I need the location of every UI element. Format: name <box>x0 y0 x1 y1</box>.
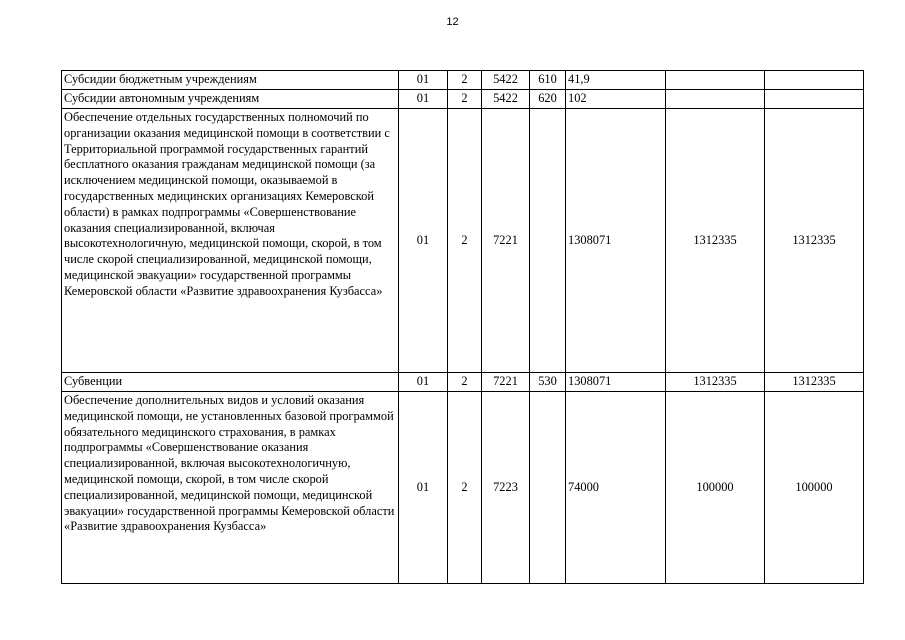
table-row <box>62 392 864 584</box>
target-code-cell: 7221 <box>482 109 530 373</box>
section-code-cell: 01 <box>399 109 448 373</box>
expense-code-cell: 610 <box>530 71 566 90</box>
section-code-cell: 01 <box>399 71 448 90</box>
sum-year2-cell: 1312335 <box>666 109 765 373</box>
sum-year3-cell <box>765 90 864 109</box>
target-code-cell: 7223 <box>482 392 530 584</box>
target-code-cell: 5422 <box>482 71 530 90</box>
expense-code-cell <box>530 109 566 373</box>
target-code-cell: 7221 <box>482 373 530 392</box>
sum-year3-cell: 1312335 <box>765 109 864 373</box>
sum-year2-cell <box>666 90 765 109</box>
subsection-code-cell: 2 <box>448 373 482 392</box>
row-name-cell: Обеспечение дополнительных видов и условий оказания медицинской помощи, не установленных базовой программой обязательного медицинского страхования, в рамках подпрограммы «Совершенствование оказания специализированной, включая высокотехнологичную, медицинской помощи, скорой, в том числе скорой специализированной, медицинской помощи, медицинской эвакуации» государственной программы Кемеровской области «Развитие здравоохранения Кузбасса» <box>62 392 399 584</box>
row-name-cell: Обеспечение отдельных государственных полномочий по организации оказания медицинской помощи в соответствии с Территориальной программой государственных гарантий бесплатного оказания гражданам медицинской помощи (за исключением медицинской помощи, оказываемой в государственных медицинских организациях Кемеровской области) в рамках подпрограммы «Совершенствование оказания специализированной, включая высокотехнологичную, медицинской помощи, скорой, в том числе скорой специализированной, медицинской помощи, медицинской эвакуации» государственной программы Кемеровской области «Развитие здравоохранения Кузбасса» <box>62 109 399 373</box>
expense-code-cell: 620 <box>530 90 566 109</box>
sum-year1-cell: 1308071 <box>566 109 666 373</box>
sum-year1-cell: 41,9 <box>566 71 666 90</box>
expense-code-cell <box>530 392 566 584</box>
table-row <box>62 71 864 90</box>
page-number: 12 <box>446 16 459 28</box>
sum-year2-cell <box>666 71 765 90</box>
budget-table <box>61 70 864 584</box>
sum-year1-cell: 74000 <box>566 392 666 584</box>
row-name-cell: Субсидии автономным учреждениям <box>62 90 399 109</box>
sum-year1-cell: 102 <box>566 90 666 109</box>
expense-code-cell: 530 <box>530 373 566 392</box>
subsection-code-cell: 2 <box>448 109 482 373</box>
subsection-code-cell: 2 <box>448 71 482 90</box>
section-code-cell: 01 <box>399 392 448 584</box>
sum-year1-cell: 1308071 <box>566 373 666 392</box>
table-row <box>62 90 864 109</box>
sum-year2-cell: 1312335 <box>666 373 765 392</box>
subsection-code-cell: 2 <box>448 392 482 584</box>
section-code-cell: 01 <box>399 90 448 109</box>
sum-year2-cell: 100000 <box>666 392 765 584</box>
row-name-cell: Субсидии бюджетным учреждениям <box>62 71 399 90</box>
table-row <box>62 109 864 373</box>
sum-year3-cell: 100000 <box>765 392 864 584</box>
target-code-cell: 5422 <box>482 90 530 109</box>
sum-year3-cell: 1312335 <box>765 373 864 392</box>
section-code-cell: 01 <box>399 373 448 392</box>
subsection-code-cell: 2 <box>448 90 482 109</box>
table-row <box>62 373 864 392</box>
row-name-cell: Субвенции <box>62 373 399 392</box>
sum-year3-cell <box>765 71 864 90</box>
